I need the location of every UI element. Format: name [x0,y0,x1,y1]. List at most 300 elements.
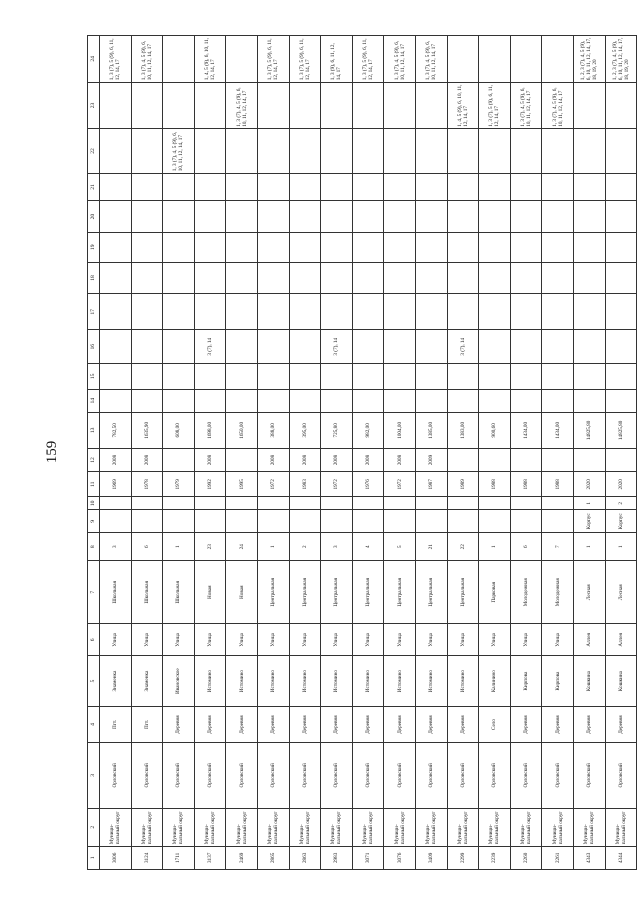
table-cell: Улица [131,624,163,656]
table-cell: 3006 [100,846,132,869]
table-cell: 1988 [510,472,542,497]
table-cell: Аллея [573,624,605,656]
table-cell: Корпус [573,510,605,533]
table-cell [415,232,447,262]
table-cell [384,330,416,364]
table-cell [384,129,416,173]
table-cell [226,262,258,294]
table-cell [163,497,195,510]
table-cell [352,201,384,233]
table-cell [321,294,353,330]
table-cell [257,364,289,389]
table-cell: 1650,00 [226,412,258,448]
table-cell: Истомино [226,656,258,707]
table-cell: Орловский [384,743,416,809]
table-cell: Орловский [194,743,226,809]
column-header: 24 [88,36,100,83]
table-cell [447,389,479,412]
table-cell: 2863 [289,846,321,869]
table-cell: 2865 [257,846,289,869]
table-cell [257,173,289,201]
table-cell: 3 (7), 14 [194,330,226,364]
table-cell [131,262,163,294]
table-cell: Орловский [131,743,163,809]
table-cell: Деревня [194,707,226,743]
table-cell [447,294,479,330]
table-cell: 1992 [194,472,226,497]
table-cell [163,294,195,330]
table-cell: Молодежная [510,560,542,624]
table-cell: Орловский [479,743,511,809]
table-cell: 3071 [352,846,384,869]
table-cell [352,510,384,533]
table-cell: 1385,00 [415,412,447,448]
table-cell: 14825,80 [573,412,605,448]
table-cell [194,497,226,510]
table-cell [605,262,637,294]
table-cell: 1978 [131,472,163,497]
table-cell [510,232,542,262]
column-header: 13 [88,412,100,448]
table-cell [605,294,637,330]
table-cell: 608,00 [163,412,195,448]
table-cell: 23 [194,533,226,561]
table-cell [384,173,416,201]
table-cell: Орловский [510,743,542,809]
table-row [352,36,384,870]
table-cell: 2020 [573,472,605,497]
table-cell [447,262,479,294]
table-cell: 1, 4, 5 (9), 6, 10, 11, 12, 14, 17 [447,82,479,129]
table-cell [384,510,416,533]
table-cell [226,497,258,510]
table-cell: 1383,00 [447,412,479,448]
table-cell: Истомино [352,656,384,707]
table-cell [226,36,258,83]
table-cell: Кошкина [573,656,605,707]
table-cell [100,232,132,262]
table-cell: Муници-пальный округ [447,808,479,846]
table-cell: 2008 [100,448,132,471]
table-cell: 14825,80 [605,412,637,448]
header-row [88,36,100,870]
table-cell [257,82,289,129]
table-cell [415,201,447,233]
table-cell [352,294,384,330]
table-cell [384,82,416,129]
table-cell: Деревня [321,707,353,743]
table-cell: 1, 3 (7), 5 (9), 6, 11, 12, 14, 17 [289,36,321,83]
table-row [479,36,511,870]
table-cell [479,262,511,294]
table-cell [573,232,605,262]
column-header: 6 [88,624,100,656]
registry-table [87,35,637,870]
table-cell: Муници-пальный округ [384,808,416,846]
table-cell: 2008 [352,448,384,471]
table-cell: Улица [447,624,479,656]
table-cell [573,364,605,389]
table-cell: 1 [479,533,511,561]
column-header: 23 [88,82,100,129]
table-cell [510,448,542,471]
table-cell [447,201,479,233]
table-cell: 1, 3 (7), 4, 5 (9), 6, 10, 11, 12, 14, 17 [510,82,542,129]
table-cell [100,364,132,389]
table-cell: Парковая [479,560,511,624]
table-row [605,36,637,870]
table-cell [257,497,289,510]
table-cell: Истомино [321,656,353,707]
table-cell: 4 [352,533,384,561]
table-cell: Орловский [605,743,637,809]
table-cell [415,294,447,330]
table-cell [384,389,416,412]
table-cell [352,364,384,389]
table-cell [226,510,258,533]
table-cell [100,201,132,233]
table-cell: 4343 [573,846,605,869]
table-cell: 2261 [542,846,574,869]
table-cell [100,330,132,364]
table-cell [510,364,542,389]
table-cell: Орловский [257,743,289,809]
table-cell: Орловский [415,743,447,809]
table-cell [415,497,447,510]
table-cell: 3137 [194,846,226,869]
table-cell [100,497,132,510]
table-row [163,36,195,870]
table-cell [194,173,226,201]
table-cell: 1, 4, 5 (9), 6, 10, 11, 12, 14, 17 [194,36,226,83]
table-cell: 7 [542,533,574,561]
table-cell: Улица [289,624,321,656]
table-cell: Деревня [573,707,605,743]
table-cell: 4344 [605,846,637,869]
table-cell: Истомино [194,656,226,707]
table-cell [605,448,637,471]
table-cell: Улица [479,624,511,656]
table-cell [352,330,384,364]
table-cell: Деревня [163,707,195,743]
table-cell [131,389,163,412]
table-cell [163,364,195,389]
table-cell [479,173,511,201]
table-cell: Муници-пальный округ [100,808,132,846]
table-cell: Улица [257,624,289,656]
table-cell: 1 [163,533,195,561]
table-cell [194,294,226,330]
table-cell: Истомино [415,656,447,707]
table-cell: 2009 [415,448,447,471]
table-cell [605,82,637,129]
table-cell [542,262,574,294]
table-cell [479,294,511,330]
table-cell [542,294,574,330]
table-cell [573,129,605,173]
table-cell: 982,00 [352,412,384,448]
table-cell: Центральная [321,560,353,624]
table-row [415,36,447,870]
table-cell: Улица [163,624,195,656]
table-body [100,36,637,870]
table-cell: 782,50 [100,412,132,448]
table-cell: Молодежная [542,560,574,624]
table-cell: Истомино [289,656,321,707]
table-cell: Пгт. [131,707,163,743]
table-cell [163,82,195,129]
table-cell: Орловский [447,743,479,809]
table-cell [131,497,163,510]
table-cell [289,201,321,233]
table-cell [415,173,447,201]
table-cell [257,129,289,173]
table-cell: 2008 [384,448,416,471]
table-cell: Деревня [257,707,289,743]
table-cell: Школьная [163,560,195,624]
table-cell: 3 (7), 14 [321,330,353,364]
table-cell [226,201,258,233]
table-row [542,36,574,870]
table-row [194,36,226,870]
table-cell: Деревня [352,707,384,743]
table-cell [542,389,574,412]
table-cell [131,173,163,201]
table-cell: Корпус [605,510,637,533]
table-cell: 1, 3 (7), 4, 5 (9), 6, 10, 11, 12, 14, 17 [163,129,195,173]
table-cell [415,129,447,173]
table-cell: Орловский [542,743,574,809]
table-cell [163,389,195,412]
table-cell [510,36,542,83]
table-cell: 1969 [100,472,132,497]
table-cell: 1, 3 (9), 6, 11, 12, 14, 17 [321,36,353,83]
table-cell: 1698,00 [194,412,226,448]
table-cell [289,82,321,129]
table-cell: Центральная [352,560,384,624]
column-header: 18 [88,262,100,294]
table-cell: Аллея [605,624,637,656]
table-cell: Деревня [226,707,258,743]
table-cell [257,510,289,533]
table-cell: 388,00 [257,412,289,448]
table-cell [415,510,447,533]
table-cell: 1979 [163,472,195,497]
table-cell: 1, 2, 3 (7), 4, 5 (9), 6, 10, 11, 12, 14, 17, 18, 19, 20 [605,36,637,83]
table-cell [289,497,321,510]
table-cell [226,232,258,262]
column-header: 3 [88,743,100,809]
table-cell: Орловский [573,743,605,809]
table-cell: 1, 3 (7), 4, 5 (9), 6, 10, 11, 12, 14, 17 [415,36,447,83]
table-cell [194,262,226,294]
column-header: 12 [88,448,100,471]
table-row [131,36,163,870]
table-cell [415,82,447,129]
table-cell [447,448,479,471]
table-cell [194,129,226,173]
table-cell [321,364,353,389]
table-cell [479,448,511,471]
table-cell [131,510,163,533]
column-header: 17 [88,294,100,330]
table-cell [289,389,321,412]
table-row [100,36,132,870]
table-cell [605,201,637,233]
table-cell: 1995 [226,472,258,497]
table-cell [573,262,605,294]
table-cell [415,389,447,412]
table-row [384,36,416,870]
table-cell: Улица [384,624,416,656]
table-cell: Орловский [321,743,353,809]
table-cell: Муници-пальный округ [257,808,289,846]
table-cell: Муници-пальный округ [352,808,384,846]
table-cell [257,262,289,294]
table-cell [321,497,353,510]
table-cell [542,364,574,389]
table-cell: 725,80 [321,412,353,448]
table-cell: 1 [573,497,605,510]
table-cell [384,232,416,262]
table-cell: 2008 [321,448,353,471]
table-cell [384,497,416,510]
table-cell [384,294,416,330]
table-cell [479,232,511,262]
table-cell: Орловский [163,743,195,809]
table-cell: Деревня [415,707,447,743]
table-row [226,36,258,870]
table-cell: Муници-пальный округ [415,808,447,846]
table-cell: 1434,00 [542,412,574,448]
table-cell [479,364,511,389]
table-cell: Истомино [384,656,416,707]
table-cell: 1 [573,533,605,561]
table-cell: Улица [100,624,132,656]
table-cell: 3409 [415,846,447,869]
table-cell [289,129,321,173]
table-cell [163,36,195,83]
column-header: 1 [88,846,100,869]
table-cell [289,173,321,201]
column-header: 11 [88,472,100,497]
table-row [321,36,353,870]
table-cell: Калинино [479,656,511,707]
table-cell [384,262,416,294]
table-cell: 2 [605,497,637,510]
table-cell: 22 [447,533,479,561]
table-cell [573,294,605,330]
table-cell: Муници-пальный округ [226,808,258,846]
column-header: 8 [88,533,100,561]
table-cell: Центральная [257,560,289,624]
table-cell: 1711 [163,846,195,869]
table-cell: Кирпова [542,656,574,707]
column-header: 15 [88,364,100,389]
table-cell: 395,00 [289,412,321,448]
table-cell: Истомино [257,656,289,707]
table-cell: 1988 [542,472,574,497]
table-cell: 1, 3 (7), 4, 5 (9), 6, 10, 11, 12, 14, 17 [384,36,416,83]
table-cell: Село [479,707,511,743]
column-header: 9 [88,510,100,533]
table-cell: Центральная [384,560,416,624]
table-cell: Новая [194,560,226,624]
table-cell [321,262,353,294]
table-cell [510,129,542,173]
table-cell [131,364,163,389]
table-cell: Улица [194,624,226,656]
table-cell [479,497,511,510]
table-cell: 1, 3 (7), 5 (9), 6, 11, 12, 14, 17 [257,36,289,83]
table-cell [605,330,637,364]
table-cell: 1972 [257,472,289,497]
table-cell: Муници-пальный округ [510,808,542,846]
table-cell: Центральная [415,560,447,624]
table-cell [479,330,511,364]
table-cell: 2008 [131,448,163,471]
table-cell: Истомино [447,656,479,707]
table-cell [321,510,353,533]
table-cell: 1, 3 (7), 4, 5 (9), 6, 10, 11, 12, 14, 17 [131,36,163,83]
table-cell [605,232,637,262]
column-header: 5 [88,656,100,707]
table-cell: Орловский [226,743,258,809]
table-cell [542,232,574,262]
table-cell: Улица [226,624,258,656]
table-cell [352,389,384,412]
table-cell: 1989 [447,472,479,497]
table-row [289,36,321,870]
table-cell [100,129,132,173]
table-cell [131,232,163,262]
table-cell: 2469 [226,846,258,869]
table-cell: Орловский [289,743,321,809]
table-cell: 1, 3 (7), 4, 5 (9), 6, 10, 11, 12, 14, 17 [226,82,258,129]
table-cell [226,173,258,201]
table-cell [447,510,479,533]
table-cell [194,201,226,233]
table-cell [510,294,542,330]
table-cell: Улица [321,624,353,656]
table-cell: Деревня [384,707,416,743]
table-cell: 1434,00 [510,412,542,448]
table-cell [163,330,195,364]
table-cell [447,232,479,262]
table-cell: 1635,90 [131,412,163,448]
table-cell: 2299 [447,846,479,869]
column-header: 16 [88,330,100,364]
table-cell [415,330,447,364]
table-cell [542,201,574,233]
table-cell [163,232,195,262]
table-cell [100,510,132,533]
table-cell [289,364,321,389]
table-cell [131,129,163,173]
column-header: 22 [88,129,100,173]
table-cell: Муници-пальный округ [289,808,321,846]
table-cell [289,262,321,294]
column-header: 10 [88,497,100,510]
table-cell [226,294,258,330]
table-cell: 1972 [321,472,353,497]
table-cell [605,129,637,173]
table-cell: Центральная [447,560,479,624]
table-cell: 3 [100,533,132,561]
table-cell [226,389,258,412]
table-cell [479,129,511,173]
table-cell [163,201,195,233]
